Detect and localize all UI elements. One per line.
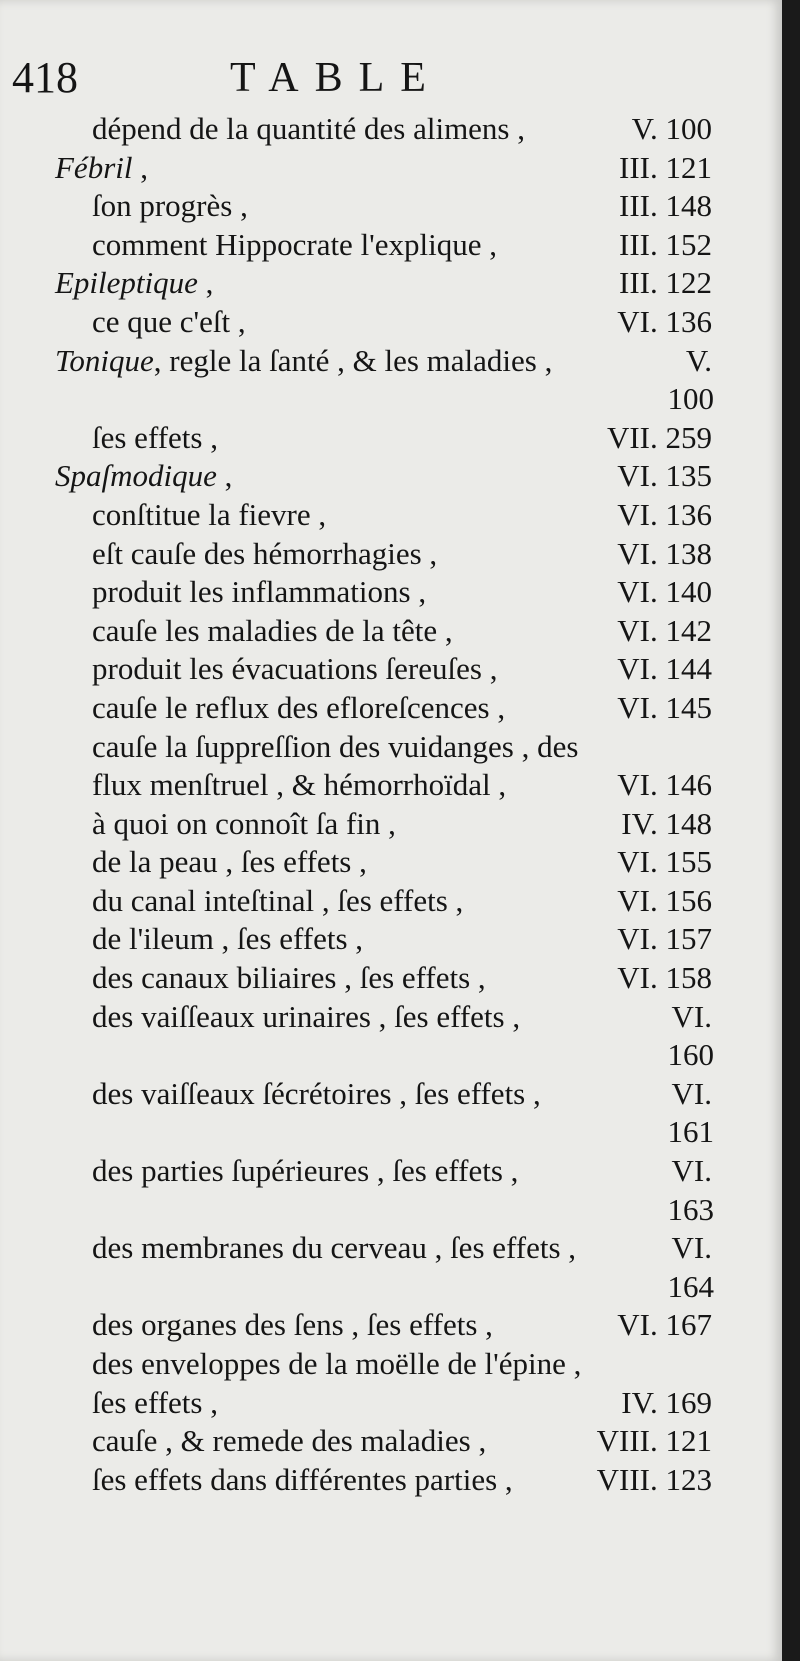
entry-text: ſon progrès , (92, 188, 248, 224)
page-reference: VIII. 123 (596, 1461, 712, 1497)
page-reference: VI. 156 (617, 882, 712, 918)
index-entry (0, 342, 782, 381)
page-header (0, 52, 782, 102)
index-entry (0, 1229, 782, 1268)
entry-text: à quoi on connoît ſa fin , (92, 805, 396, 841)
index-entry (0, 920, 782, 959)
page-reference: VI. 140 (617, 574, 712, 610)
page-reference: VI. (671, 998, 712, 1034)
page-reference: VI. 157 (617, 921, 712, 957)
index-entry (0, 1075, 782, 1114)
entry-term: Epileptique (55, 265, 198, 301)
index-entry (0, 1345, 782, 1384)
index-entry (0, 1306, 782, 1345)
index-entry (0, 535, 782, 574)
page-number: 418 (12, 53, 78, 102)
index-entry (0, 1036, 782, 1075)
page-reference: VI. 145 (617, 689, 712, 725)
page-reference: VI. 136 (617, 496, 712, 532)
index-entry (0, 226, 782, 265)
index-entry (0, 110, 782, 149)
index-entry (0, 496, 782, 535)
entry-text: cauſe la ſuppreſſion des vuidanges , des (92, 728, 579, 764)
index-entry (0, 457, 782, 496)
page-reference: VI. 142 (617, 612, 712, 648)
entry-text: des parties ſupérieures , ſes effets , (92, 1153, 519, 1189)
index-entry (0, 689, 782, 728)
entry-text: des vaiſſeaux urinaires , ſes effets , (92, 998, 521, 1034)
page-reference: VI. 158 (617, 960, 712, 996)
index-entry (0, 573, 782, 612)
entry-heading: Fébril , (55, 149, 148, 185)
entry-text: cauſe le reflux des efloreſcences , (92, 689, 506, 725)
page-reference: IV. 148 (621, 805, 712, 841)
entry-text: des canaux biliaires , ſes effets , (92, 960, 486, 996)
index-entry (0, 1152, 782, 1191)
page-reference: V. 100 (631, 111, 712, 146)
index-entry (0, 1384, 782, 1423)
page-reference: VI. 136 (617, 303, 712, 339)
entry-text: dépend de la quantité des alimens , (92, 111, 526, 146)
index-entry (0, 650, 782, 689)
page-reference-continued: 163 (667, 1191, 714, 1227)
entry-heading: Tonique, regle la ſanté , & les maladies , (55, 342, 553, 378)
index-entry (0, 998, 782, 1037)
entry-term: Fébril (55, 149, 133, 185)
page-reference: VIII. 121 (596, 1423, 712, 1459)
index-entry (0, 1191, 782, 1230)
page-reference: VI. 144 (617, 651, 712, 687)
entry-text: comment Hippocrate l'explique , (92, 226, 498, 262)
entry-text: des organes des ſens , ſes effets , (92, 1307, 493, 1343)
entry-text: eſt cauſe des hémorrhagies , (92, 535, 438, 571)
entry-text: produit les inflammations , (92, 574, 427, 610)
page-reference: III. 121 (619, 149, 712, 185)
page-reference-continued: 160 (667, 1037, 714, 1073)
entry-text: des membranes du cerveau , ſes effets , (92, 1230, 577, 1266)
entry-text: ſes effets dans différentes parties , (92, 1461, 513, 1497)
entry-heading: Epileptique , (55, 265, 214, 301)
page-reference: VI. (671, 1075, 712, 1111)
entry-text: de l'ileum , ſes effets , (92, 921, 364, 957)
page-reference: VI. (671, 1153, 712, 1189)
page-reference-continued: 100 (667, 381, 714, 417)
page-reference-continued: 164 (667, 1268, 714, 1304)
entry-text: des vaiſſeaux ſécrétoires , ſes effets , (92, 1075, 541, 1111)
page-reference: VI. 135 (617, 458, 712, 494)
index-entry (0, 303, 782, 342)
entry-text: produit les évacuations ſereuſes , (92, 651, 498, 687)
entry-term: Tonique (55, 342, 154, 378)
page-reference: III. 152 (619, 226, 712, 262)
page-reference: VI. 138 (617, 535, 712, 571)
index-entry (0, 1422, 782, 1461)
index-entry (0, 380, 782, 419)
page-reference: III. 122 (619, 265, 712, 301)
entry-term: Spaſmodique (55, 458, 217, 494)
page-reference: IV. 169 (621, 1384, 712, 1420)
entry-text: de la peau , ſes effets , (92, 844, 367, 880)
index-entry (0, 843, 782, 882)
entry-text: flux menſtruel , & hémorrhoïdal , (92, 767, 507, 803)
entry-text: conſtitue la fievre , (92, 496, 327, 532)
page-reference: VI. 146 (617, 767, 712, 803)
page-reference: VI. 167 (617, 1307, 712, 1343)
index-entry (0, 1461, 782, 1500)
index-entry (0, 149, 782, 188)
page-reference: V. (685, 342, 712, 378)
page-reference: III. 148 (619, 188, 712, 224)
index-entry (0, 419, 782, 458)
entry-heading: Spaſmodique , (55, 458, 233, 494)
index-entry (0, 1268, 782, 1307)
index-entry (0, 1113, 782, 1152)
index-entry (0, 882, 782, 921)
entry-text: cauſe , & remede des maladies , (92, 1423, 487, 1459)
index-entry (0, 728, 782, 767)
index-entry (0, 805, 782, 844)
page-title: TABLE (230, 55, 442, 101)
page-reference: VI. 155 (617, 844, 712, 880)
entry-text: des enveloppes de la moëlle de l'épine , (92, 1346, 582, 1381)
index-entry (0, 612, 782, 651)
entry-text: ſes effets , (92, 1384, 218, 1420)
index-entry (0, 264, 782, 303)
page-reference: VI. (671, 1230, 712, 1266)
entry-text: du canal inteſtinal , ſes effets , (92, 882, 464, 918)
index-entry (0, 959, 782, 998)
page-reference: VII. 259 (606, 419, 712, 455)
entry-text: cauſe les maladies de la tête , (92, 612, 453, 648)
index-entry (0, 766, 782, 805)
entry-text: ce que c'eſt , (92, 303, 246, 339)
index-entries (0, 110, 782, 1499)
entry-text: ſes effets , (92, 419, 218, 455)
page-reference-continued: 161 (667, 1114, 714, 1150)
index-entry (0, 187, 782, 226)
